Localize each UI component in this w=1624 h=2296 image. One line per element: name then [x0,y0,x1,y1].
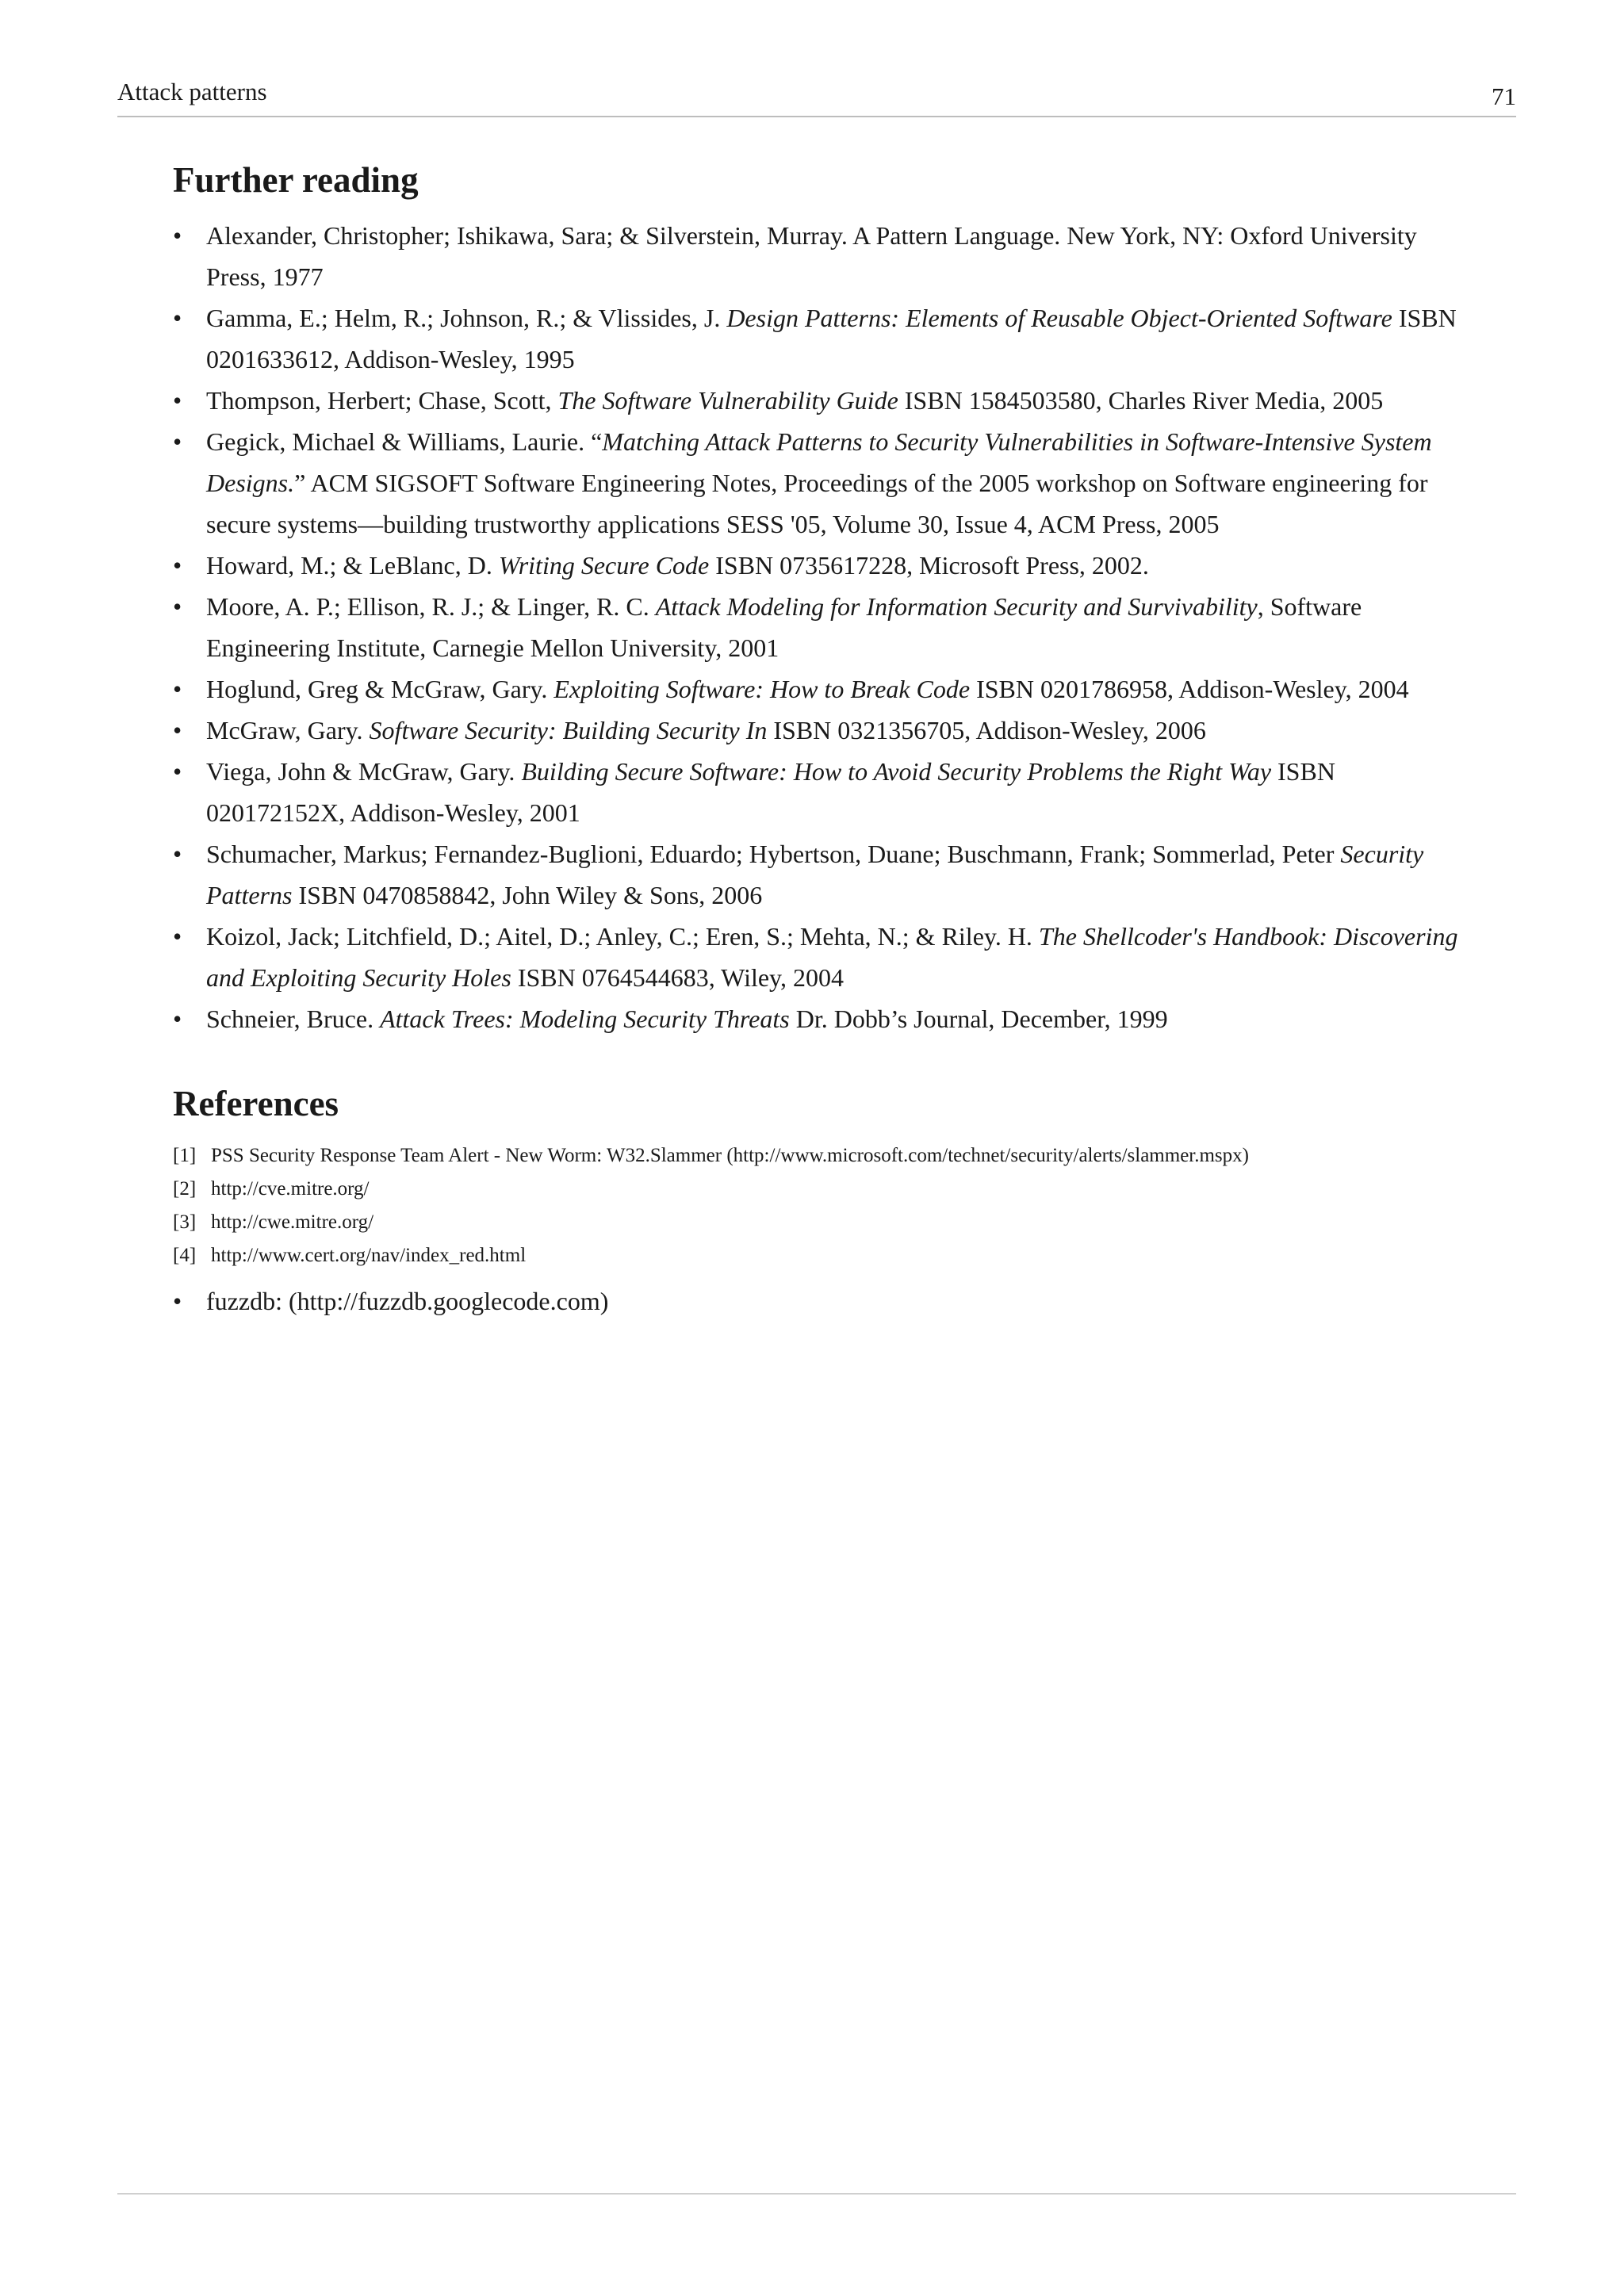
bullet-icon: • [173,591,182,621]
citation-text: ISBN 0201633612, Addison-Wesley, 1995 [206,303,1457,373]
page-content [173,157,1473,1322]
header-title: Attack patterns [117,78,267,105]
citation-text: Alexander, Christopher; Ishikawa, Sara; & Silverstein, Murray. A Pattern Language. New York, NY: Oxford University Press, 1977 [206,220,1417,291]
citation-text: Moore, A. P.; Ellison, R. J.; & Linger, R. C. [206,591,656,621]
bibliography-item [173,668,1473,710]
work-title: The Shellcoder's Handbook: Discovering and Exploiting Security Holes [206,921,1458,992]
citation-text: ISBN 0764544683, Wiley, 2004 [511,962,844,992]
work-title: Matching Attack Patterns to Security Vulnerabilities in Software-Intensive System Designs. [206,427,1432,497]
running-header [117,78,1516,117]
bullet-icon: • [173,550,182,580]
bullet-icon: • [173,839,182,868]
further-reading-section [173,157,1473,1039]
bullet-icon: • [173,1287,182,1315]
bullet-icon: • [173,220,182,250]
references-list [173,1139,1473,1272]
bibliography-item [173,916,1473,998]
reference-item [173,1239,1473,1272]
bullet-icon: • [173,756,182,786]
bibliography-item [173,710,1473,751]
bullet-icon: • [173,427,182,456]
citation-text: Schneier, Bruce. [206,1004,381,1033]
bibliography-item [173,586,1473,668]
reference-number: [1] [173,1145,197,1166]
page-number: 71 [1492,82,1516,110]
citation-text: Koizol, Jack; Litchfield, D.; Aitel, D.; Anley, C.; Eren, S.; Mehta, N.; & Riley. H. [206,921,1039,951]
work-title: Exploiting Software: How to Break Code [553,674,971,703]
bibliography-item [173,215,1473,297]
citation-text: Howard, M.; & LeBlanc, D. [206,550,499,580]
reference-item [173,1173,1473,1206]
reference-link[interactable]: http://cwe.mitre.org/ [211,1211,374,1233]
citation-text: Thompson, Herbert; Chase, Scott, [206,385,558,415]
work-title: Security Patterns [206,839,1424,909]
citation-text: ISBN 0735617228, Microsoft Press, 2002. [709,550,1149,580]
reference-item [173,1139,1473,1173]
citation-text: Dr. Dobb’s Journal, December, 1999 [789,1004,1168,1033]
bibliography-list [173,215,1473,1039]
bibliography-item [173,751,1473,833]
bullet-icon: • [173,303,182,332]
extra-links-list [173,1280,1473,1322]
citation-text: Hoglund, Greg & McGraw, Gary. [206,674,554,703]
reference-number: [3] [173,1211,197,1233]
citation-text: Schumacher, Markus; Fernandez-Buglioni, Eduardo; Hybertson, Duane; Buschmann, Frank; Sommerlad, Peter [206,839,1341,868]
bullet-icon: • [173,1004,182,1033]
work-title: Writing Secure Code [498,550,710,580]
citation-text: ISBN 1584503580, Charles River Media, 2005 [898,385,1384,415]
references-heading: References [173,1083,339,1123]
citation-text: ISBN 0321356705, Addison-Wesley, 2006 [767,715,1206,744]
reference-link[interactable]: PSS Security Response Team Alert - New Worm: W32.Slammer (http://www.microsoft.com/technet/security/alerts/slammer.mspx) [211,1145,1249,1166]
citation-text: Gamma, E.; Helm, R.; Johnson, R.; & Vlissides, J. [206,303,727,332]
further-reading-heading: Further reading [173,160,419,200]
citation-text: Viega, John & McGraw, Gary. [206,756,522,786]
citation-text: McGraw, Gary. [206,715,370,744]
bibliography-item [173,421,1473,545]
work-title: The Software Vulnerability Guide [557,385,898,415]
work-title: Design Patterns: Elements of Reusable Object-Oriented Software [726,303,1392,332]
bibliography-item [173,545,1473,586]
citation-text: , Software Engineering Institute, Carnegie Mellon University, 2001 [206,591,1362,662]
bullet-icon: • [173,921,182,951]
bullet-icon: • [173,715,182,744]
reference-link[interactable]: http://cve.mitre.org/ [211,1178,370,1200]
bullet-icon: • [173,674,182,703]
bibliography-item [173,380,1473,421]
reference-link[interactable]: http://www.cert.org/nav/index_red.html [211,1245,527,1266]
work-title: Attack Trees: Modeling Security Threats [380,1004,790,1033]
bullet-icon: • [173,385,182,415]
citation-text: ” ACM SIGSOFT Software Engineering Notes, Proceedings of the 2005 workshop on Software engineering for secure systems—building trustworthy applications SESS '05, Volume 30, Issue 4, ACM Press, 2005 [206,468,1428,538]
reference-number: [4] [173,1245,197,1266]
citation-text: ISBN 020172152X, Addison-Wesley, 2001 [206,756,1335,827]
citation-text: ISBN 0470858842, John Wiley & Sons, 2006 [292,880,763,909]
extra-link-item [173,1280,1473,1322]
page-footer-rule [117,2193,1516,2195]
citation-text: Gegick, Michael & Williams, Laurie. “ [206,427,603,456]
work-title: Attack Modeling for Information Security and Survivability [655,591,1258,621]
bibliography-item [173,833,1473,916]
reference-number: [2] [173,1178,197,1200]
reference-item [173,1206,1473,1239]
work-title: Software Security: Building Security In [369,715,768,744]
work-title: Building Secure Software: How to Avoid Security Problems the Right Way [521,756,1272,786]
citation-text: ISBN 0201786958, Addison-Wesley, 2004 [970,674,1409,703]
bibliography-item [173,297,1473,380]
fuzzdb-link[interactable]: fuzzdb: (http://fuzzdb.googlecode.com) [206,1287,609,1315]
bibliography-item [173,998,1473,1039]
references-section [173,1081,1473,1322]
